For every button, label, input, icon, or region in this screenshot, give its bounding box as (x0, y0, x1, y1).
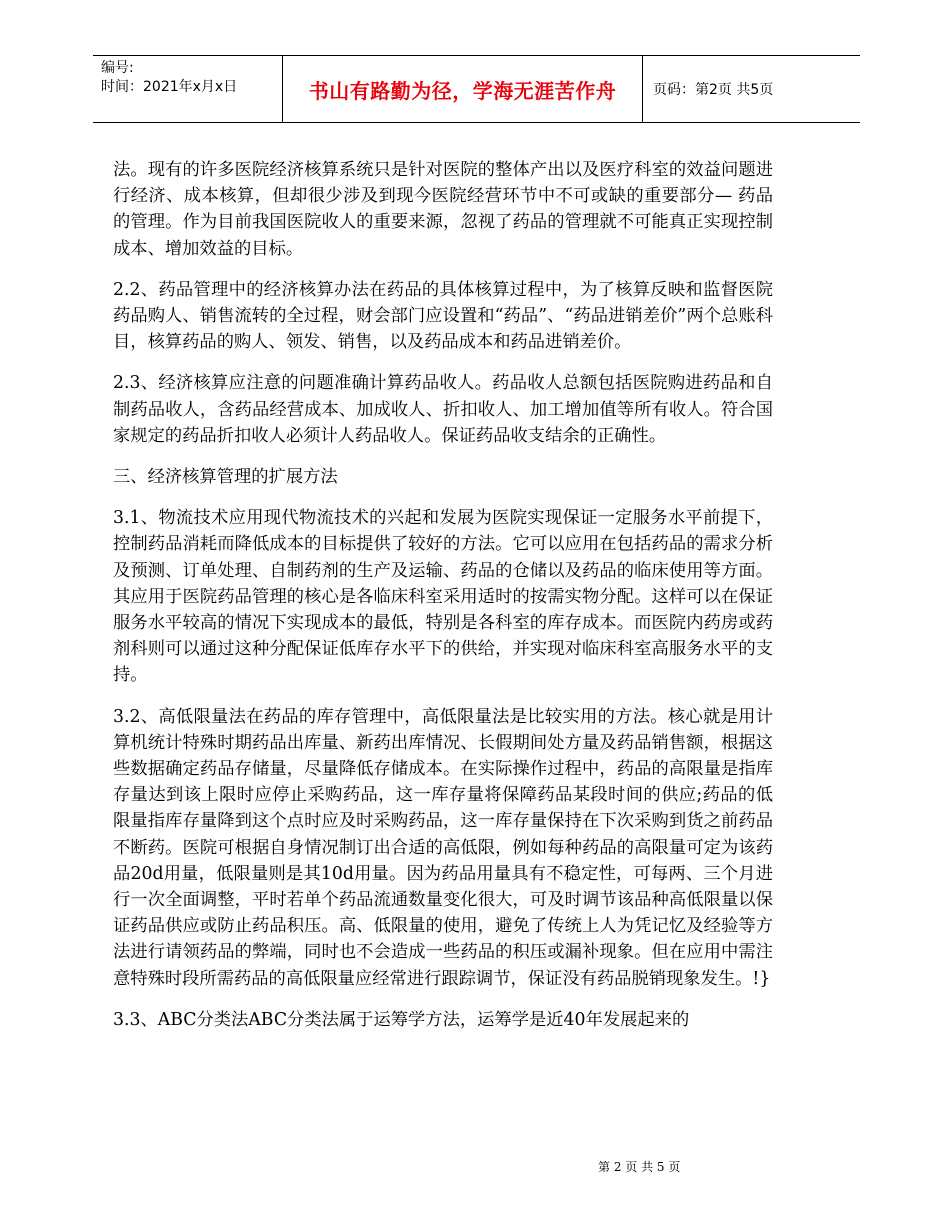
section-heading: 三、经济核算管理的扩展方法 (113, 467, 338, 488)
paragraph: 法。现有的许多医院经济核算系统只是针对医院的整体产出以及医疗科室的效益问题进行经济、成本核算，但却很少涉及到现今医院经营环节中不可或缺的重要部分— 药品的管理。作为目前我国医院收人的重要来源，忽视了药品的管理就不可能真正实现控制成本、增加效益的目标。 (113, 160, 773, 259)
header-motto: 书山有路勤为径，学海无涯苦作舟 (283, 56, 643, 122)
header-time-label: 时间：2021年x月x日 (101, 79, 238, 95)
header-page-info: 页码：第2页 共5页 (653, 82, 774, 98)
paragraph: 2.2、药品管理中的经济核算办法在药品的具体核算过程中，为了核算反映和监督医院药品购人、销售流转的全过程，财会部门应设置和“药品”、“药品进销差价”两个总账科目，核算药品的购人、领发、销售，以及药品成本和药品进销差价。 (113, 279, 773, 353)
footer-page-number: 第 2 页 共 5 页 (598, 1160, 681, 1174)
paragraph: 3.3、ABC分类法ABC分类法属于运筹学方法，运筹学是近40年发展起来的 (113, 1009, 690, 1030)
paragraph: 3.2、高低限量法在药品的库存管理中，高低限量法是比较实用的方法。核心就是用计算机统计特殊时期药品出库量、新药出库情况、长假期间处方量及药品销售额，根据这些数据确定药品存储量，尽量降低存储成本。在实际操作过程中，药品的高限量是指库存量达到该上限时应停止采购药品，这一库存量将保障药品某段时间的供应;药品的低限量指库存量降到这个点时应及时采购药品，这一库存量保持在下次采购到货之前药品不断药。医院可根据自身情况制订出合适的高低限，例如每种药品的高限量可定为该药品20d用量，低限量则是其10d用量。因为药品用量具有不稳定性，可每两、三个月进行一次全面调整，平时若单个药品流通数量变化很大，可及时调节该品种高低限量以保证药品供应或防止药品积压。高、低限量的使用，避免了传统上人为凭记忆及经验等方法进行请领药品的弊端，同时也不会造成一些药品的积压或漏补现象。但在应用中需注意特殊时段所需药品的高低限量应经常进行跟踪调节，保证没有药品脱销现象发生。!} (113, 706, 773, 989)
header-number-label: 编号: (101, 60, 134, 76)
document-body (113, 157, 773, 1048)
document-header (93, 55, 860, 123)
paragraph: 2.3、经济核算应注意的问题准确计算药品收人。药品收人总额包括医院购进药品和自制药品收人，含药品经营成本、加成收人、折扣收人、加工增加值等所有收人。符合国家规定的药品折扣收人必须计人药品收人。保证药品收支结余的正确性。 (113, 373, 773, 446)
paragraph: 3.1、物流技术应用现代物流技术的兴起和发展为医院实现保证一定服务水平前提下，控制药品消耗而降低成本的目标提供了较好的方法。它可以应用在包括药品的需求分析及预测、订单处理、自制药剂的生产及运输、药品的仓储以及药品的临床使用等方面。其应用于医院药品管理的核心是各临床科室采用适时的按需实物分配。这样可以在保证服务水平较高的情况下实现成本的最低，特别是各科室的库存成本。而医院内药房或药剂科则可以通过这种分配保证低库存水平下的供给，并实现对临床科室高服务水平的支持。 (113, 508, 773, 686)
header-meta (93, 56, 283, 122)
